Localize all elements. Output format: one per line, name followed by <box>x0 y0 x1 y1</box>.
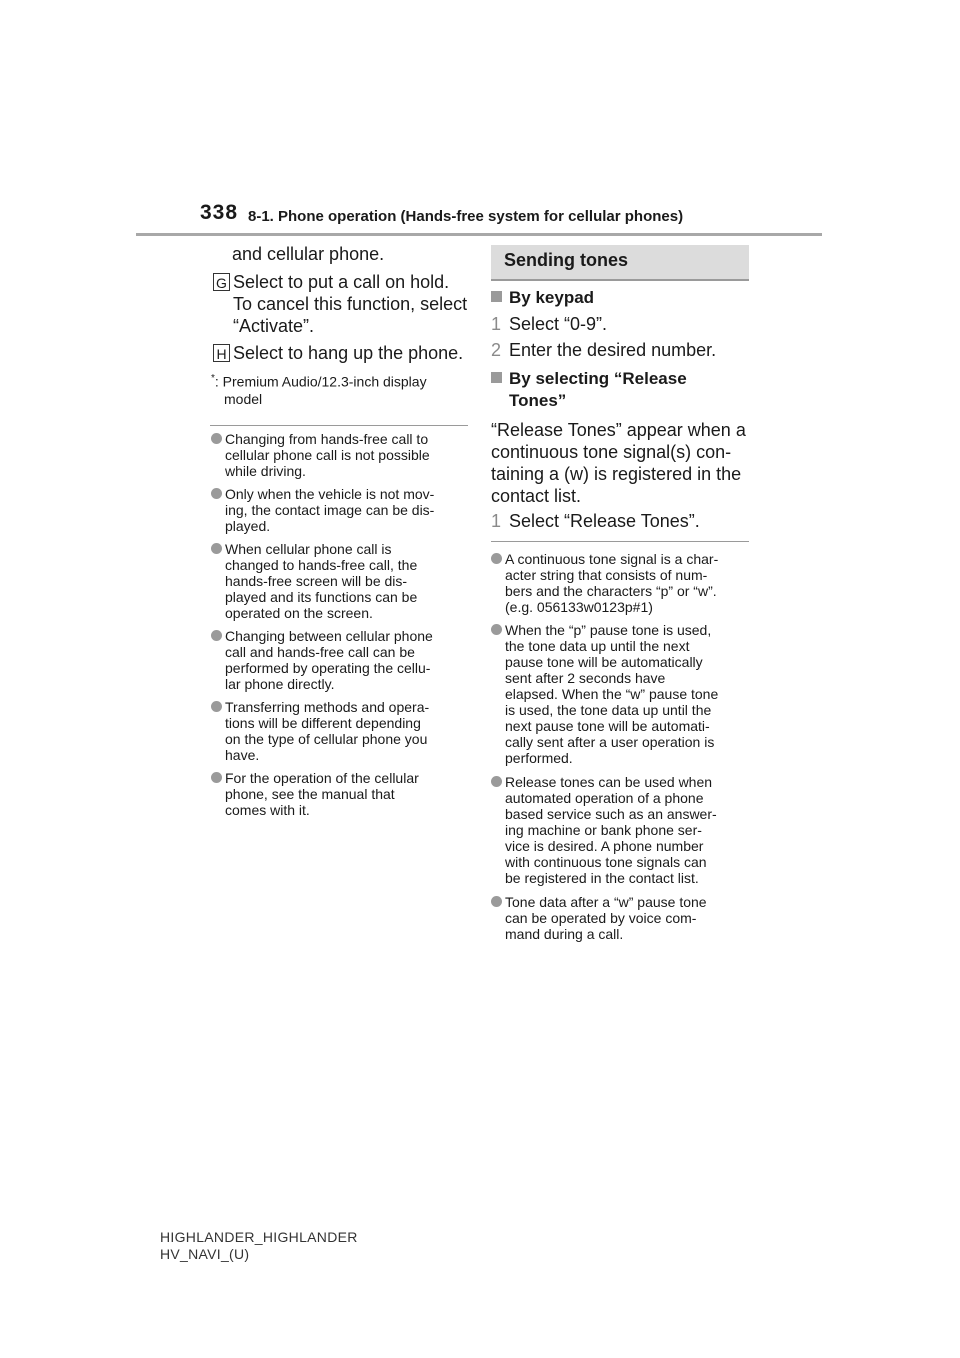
keypad-step-2 <box>491 339 716 361</box>
key-g-icon: G <box>213 273 230 291</box>
note-line: vice is desired. A phone number <box>505 838 704 854</box>
note-line: elapsed. When the “w” pause tone <box>505 686 719 702</box>
bullet-icon <box>211 543 222 554</box>
release-para-line-4: contact list. <box>491 486 582 506</box>
subhead-keypad-text: By keypad <box>509 288 595 307</box>
item-g-line-1: Select to put a call on hold. <box>233 272 450 292</box>
note-line: When cellular phone call is <box>225 541 392 557</box>
footer-model <box>160 1229 358 1263</box>
bullet-icon <box>211 772 222 783</box>
notes-divider-left <box>210 425 468 426</box>
note-line: ing, the contact image can be dis- <box>225 502 435 518</box>
square-bullet-icon <box>491 372 502 383</box>
footer-line-1: HIGHLANDER_HIGHLANDER <box>160 1229 358 1245</box>
note-item <box>211 770 461 818</box>
footnote <box>211 370 427 391</box>
note-line: acter string that consists of num- <box>505 567 708 583</box>
chapter-title: 8-1. Phone operation (Hands-free system for cellular phones) <box>248 208 684 225</box>
note-line: cellular phone call is not possible <box>225 447 430 463</box>
section-title: Sending tones <box>504 250 629 270</box>
release-para-line-2: continuous tone signal(s) con- <box>491 442 732 462</box>
note-line: Changing between cellular phone <box>225 628 433 644</box>
item-g-line-2: To cancel this function, select <box>233 294 468 314</box>
note-line: Transferring methods and opera- <box>225 699 430 715</box>
note-line: (e.g. 056133w0123p#1) <box>505 599 653 615</box>
note-line: performed by operating the cellu- <box>225 660 431 676</box>
note-line: Tone data after a “w” pause tone <box>505 894 707 910</box>
subhead-keypad <box>491 287 594 309</box>
note-item <box>491 622 753 766</box>
note-line: Release tones can be used when <box>505 774 713 790</box>
note-item <box>491 894 753 942</box>
bullet-icon <box>211 488 222 499</box>
item-h-line: Select to hang up the phone. <box>233 343 464 363</box>
note-line: tions will be different depending <box>225 715 421 731</box>
bullet-icon <box>211 701 222 712</box>
bullet-icon <box>211 630 222 641</box>
notes-right <box>491 551 753 951</box>
note-line: When the “p” pause tone is used, <box>505 622 712 638</box>
note-item <box>211 431 461 479</box>
note-line: Changing from hands-free call to <box>225 431 429 447</box>
page-number: 338 <box>200 201 239 224</box>
note-line: next pause tone will be automati- <box>505 718 710 734</box>
note-line: lar phone directly. <box>225 676 335 692</box>
note-line: Only when the vehicle is not mov- <box>225 486 435 502</box>
note-line: ing machine or bank phone ser- <box>505 822 702 838</box>
note-line: played and its functions can be <box>225 589 418 605</box>
note-line: hands-free screen will be dis- <box>225 573 408 589</box>
step-text: Enter the desired number. <box>509 340 717 360</box>
note-line: based service such as an answer- <box>505 806 717 822</box>
step-text: Select “0-9”. <box>509 314 608 334</box>
footnote-mark: * <box>211 373 215 384</box>
note-line: For the operation of the cellular <box>225 770 419 786</box>
note-item <box>211 628 461 692</box>
note-line: have. <box>225 747 260 763</box>
note-line: pause tone will be automatically <box>505 654 703 670</box>
step-number: 1 <box>491 511 502 531</box>
note-line: on the type of cellular phone you <box>225 731 428 747</box>
note-line: call and hands-free call can be <box>225 644 415 660</box>
bullet-icon <box>491 776 502 787</box>
subhead-release-line-2: Tones” <box>509 391 567 410</box>
note-line: changed to hands-free call, the <box>225 557 418 573</box>
note-line: can be operated by voice com- <box>505 910 697 926</box>
note-item <box>211 699 461 763</box>
square-bullet-icon <box>491 291 502 302</box>
step-number: 2 <box>491 340 502 360</box>
note-line: the tone data up until the next <box>505 638 690 654</box>
note-line: bers and the characters “p” or “w”. <box>505 583 717 599</box>
note-line: automated operation of a phone <box>505 790 704 806</box>
subhead-release-text: By selecting “Release <box>509 369 687 388</box>
note-line: sent after 2 seconds have <box>505 670 666 686</box>
note-line: played. <box>225 518 271 534</box>
bullet-icon <box>491 896 502 907</box>
note-line: is used, the tone data up until the <box>505 702 712 718</box>
note-line: A continuous tone signal is a char- <box>505 551 719 567</box>
note-line: performed. <box>505 750 573 766</box>
bullet-icon <box>211 433 222 444</box>
note-line: be registered in the contact list. <box>505 870 699 886</box>
footer-line-2: HV_NAVI_(U) <box>160 1246 250 1262</box>
step-number: 1 <box>491 314 502 334</box>
note-line: comes with it. <box>225 802 310 818</box>
release-para-line-1: “Release Tones” appear when a <box>491 420 746 440</box>
subhead-release <box>491 368 687 390</box>
note-line: with continuous tone signals can <box>505 854 707 870</box>
release-para-line-3: taining a (w) is registered in the <box>491 464 742 484</box>
bullet-icon <box>491 553 502 564</box>
footnote-line-1: : Premium Audio/12.3-inch display <box>214 373 427 390</box>
note-item <box>211 486 461 534</box>
notes-left <box>211 431 469 831</box>
step-text: Select “Release Tones”. <box>509 511 700 531</box>
keypad-step-1 <box>491 313 607 335</box>
note-item <box>491 774 753 886</box>
note-line: cally sent after a user operation is <box>505 734 715 750</box>
continuation-text: and cellular phone. <box>232 244 385 264</box>
header-divider <box>136 233 822 236</box>
notes-divider-right <box>491 541 749 542</box>
note-item <box>211 541 461 621</box>
bullet-icon <box>491 624 502 635</box>
release-step-1 <box>491 510 700 532</box>
note-line: operated on the screen. <box>225 605 373 621</box>
note-line: while driving. <box>225 463 306 479</box>
key-h-icon: H <box>213 344 230 362</box>
note-item <box>491 551 753 615</box>
item-g-line-3: “Activate”. <box>233 316 315 336</box>
note-line: mand during a call. <box>505 926 624 942</box>
footnote-line-2: model <box>224 391 263 407</box>
note-line: phone, see the manual that <box>225 786 395 802</box>
